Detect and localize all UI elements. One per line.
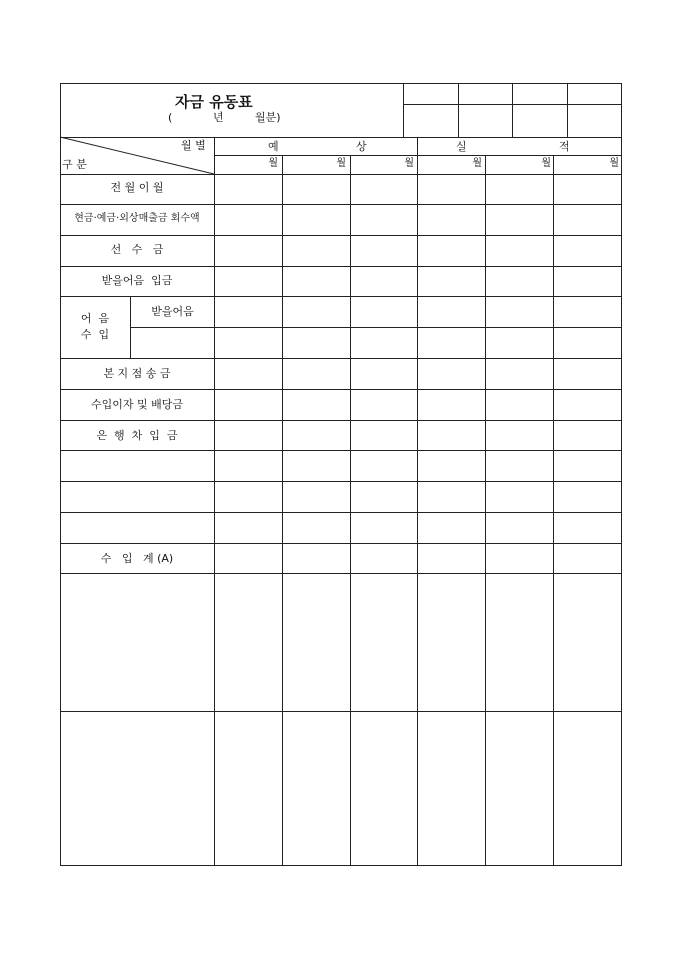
month-column-divider [282,155,283,866]
row-line [60,266,622,267]
approval-divider [567,83,568,137]
row-label-notes-receivable: 받을어음 [151,305,194,318]
form-title: 자금 유동표 [175,93,253,111]
row-line [60,174,622,175]
row-group-label-note-line2: 수 입 [80,328,110,341]
row-label-advance-receipt: 선 수 금 [110,243,164,256]
row-line [60,711,622,712]
month-label-1: 월 [268,158,278,169]
month-label-6: 월 [609,158,619,169]
table-border-bottom [60,865,622,866]
row-label-income-total: 수 입 계 (A) [100,552,174,565]
row-label-interest-dividend: 수입이자 및 배당금 [90,398,183,411]
subtitle-year: 년 [213,111,224,124]
row-line [60,235,622,236]
row-line [60,512,622,513]
row-line [60,450,622,451]
header-mid-line [214,155,622,156]
forecast-actual-divider [417,137,418,866]
month-column-divider [485,155,486,866]
row-line [60,389,622,390]
row-line-sub [130,327,622,328]
month-label-3: 월 [404,158,414,169]
row-group-label-note-line1: 어 음 [80,312,110,325]
approval-divider [403,83,404,137]
approval-divider [458,83,459,137]
row-label-branch-remittance: 본 지 점 송 금 [103,367,171,380]
header-forecast-char-2: 상 [356,140,367,153]
table-border-top [60,83,622,84]
row-label-carryover: 전 월 이 월 [110,181,164,194]
row-label-collection: 현금·예금·외상매출금 회수액 [74,213,200,224]
row-line [60,420,622,421]
subtitle-month: 월분) [255,111,281,124]
header-category-label: 구 분 [62,158,87,171]
month-column-divider [553,155,554,866]
row-label-note-deposit: 받을어음 입금 [101,274,173,287]
row-line [60,358,622,359]
row-line [60,296,622,297]
row-line [60,481,622,482]
approval-mid-line [404,104,622,105]
header-top-line [60,137,622,138]
note-group-divider [130,296,131,358]
month-column-divider [350,155,351,866]
subtitle-open-paren: ( [168,111,173,124]
header-forecast-char-1: 예 [268,140,279,153]
header-monthly-label: 월 별 [181,139,206,152]
month-label-5: 월 [541,158,551,169]
header-actual-char-2: 적 [559,140,570,153]
table-border-left [60,83,61,866]
header-actual-char-1: 실 [456,140,467,153]
row-line [60,204,622,205]
row-label-bank-loan: 은 행 차 입 금 [96,429,178,442]
row-line [60,573,622,574]
month-label-2: 월 [336,158,346,169]
label-column-divider [214,137,215,866]
month-label-4: 월 [472,158,482,169]
row-line [60,543,622,544]
table-border-right [621,83,622,866]
approval-divider [512,83,513,137]
